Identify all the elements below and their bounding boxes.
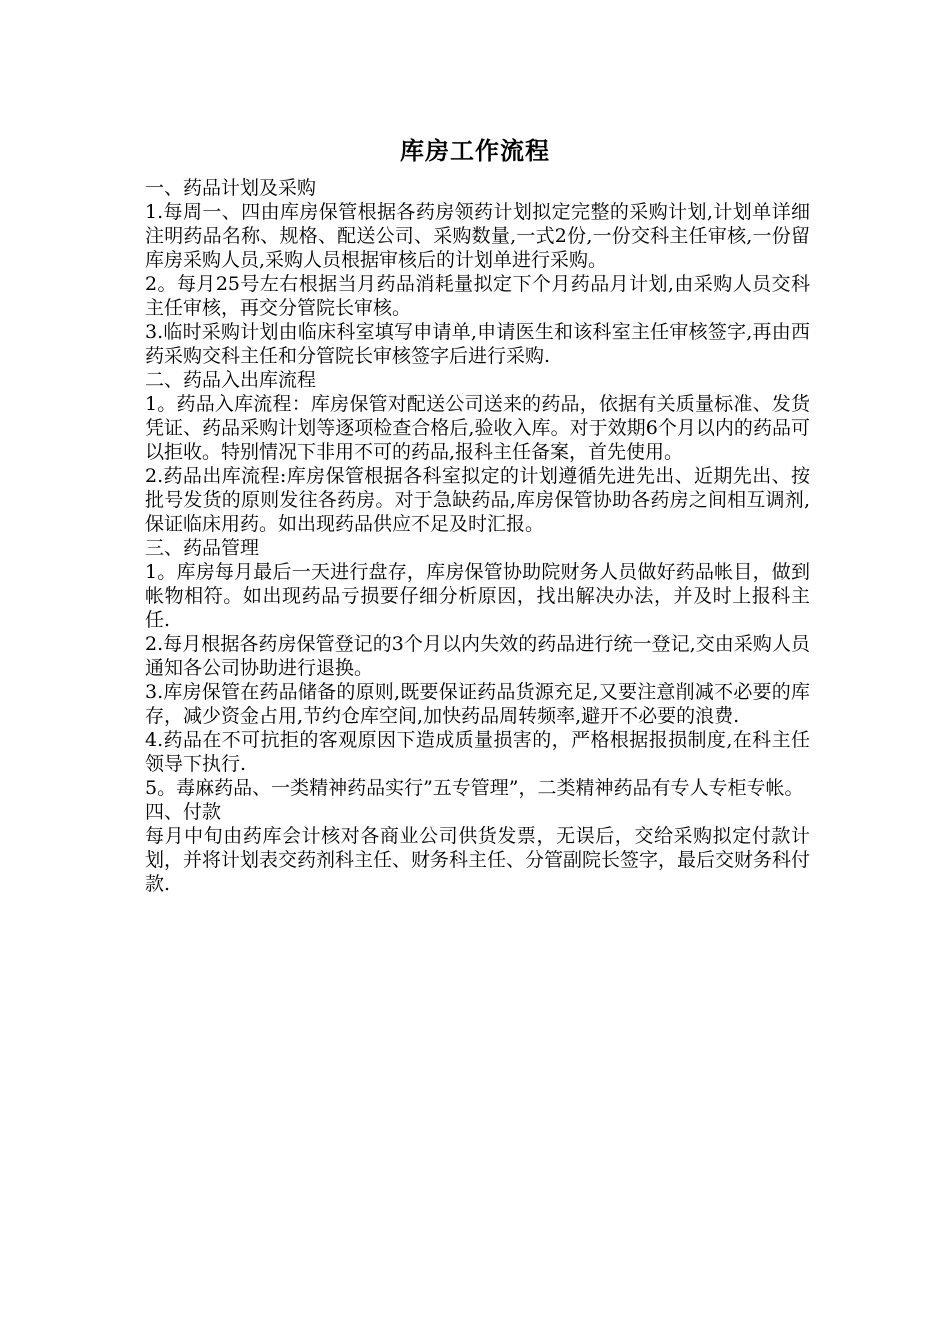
section-heading-3: 三、药品管理 [145,537,260,559]
paragraph: 2.每月根据各药房保管登记的3个月以内失效的药品进行统一登记,交由采购人员通知各公司协助进行退换。 [145,633,810,679]
section-heading-2: 二、药品入出库流程 [145,369,317,391]
paragraph: 3.库房保管在药品储备的原则,既要保证药品货源充足,又要注意削减不必要的库存，减少资金占用,节约仓库空间,加快药品周转频率,避开不必要的浪费. [145,681,810,727]
section-heading-4: 四、付款 [145,801,222,823]
paragraph: 4.药品在不可抗拒的客观原因下造成质量损害的，严格根据报损制度,在科主任领导下执行. [145,729,810,775]
paragraph: 2。每月25号左右根据当月药品消耗量拟定下个月药品月计划,由采购人员交科主任审核，再交分管院长审核。 [145,273,810,319]
document-title: 库房工作流程 [400,137,550,165]
paragraph: 1。库房每月最后一天进行盘存，库房保管协助院财务人员做好药品帐目，做到帐物相符。如出现药品亏损要仔细分析原因，找出解决办法，并及时上报科主任. [145,561,810,631]
paragraph: 2.药品出库流程:库房保管根据各科室拟定的计划遵循先进先出、近期先出、按批号发货的原则发往各药房。对于急缺药品,库房保管协助各药房之间相互调剂,保证临床用药。如出现药品供应不足及时汇报。 [145,465,810,535]
paragraph: 5。毒麻药品、一类精神药品实行”五专管理”，二类精神药品有专人专柜专帐。 [145,777,804,799]
paragraph: 1。药品入库流程：库房保管对配送公司送来的药品，依据有关质量标准、发货凭证、药品采购计划等逐项检查合格后,验收入库。对于效期6个月以内的药品可以拒收。特别情况下非用不可的药品,报科主任备案，首先使用。 [145,393,810,463]
document-body [145,176,810,896]
paragraph: 3.临时采购计划由临床科室填写申请单,申请医生和该科室主任审核签字,再由西药采购交科主任和分管院长审核签字后进行采购. [145,321,810,367]
section-heading-1: 一、药品计划及采购 [145,177,317,199]
paragraph: 1.每周一、四由库房保管根据各药房领药计划拟定完整的采购计划,计划单详细注明药品名称、规格、配送公司、采购数量,一式2份,一份交科主任审核,一份留库房采购人员,采购人员根据审核后的计划单进行采购。 [145,201,810,271]
paragraph: 每月中旬由药库会计核对各商业公司供货发票，无误后，交给采购拟定付款计划，并将计划表交药剂科主任、财务科主任、分管副院长签字，最后交财务科付款. [145,825,811,895]
